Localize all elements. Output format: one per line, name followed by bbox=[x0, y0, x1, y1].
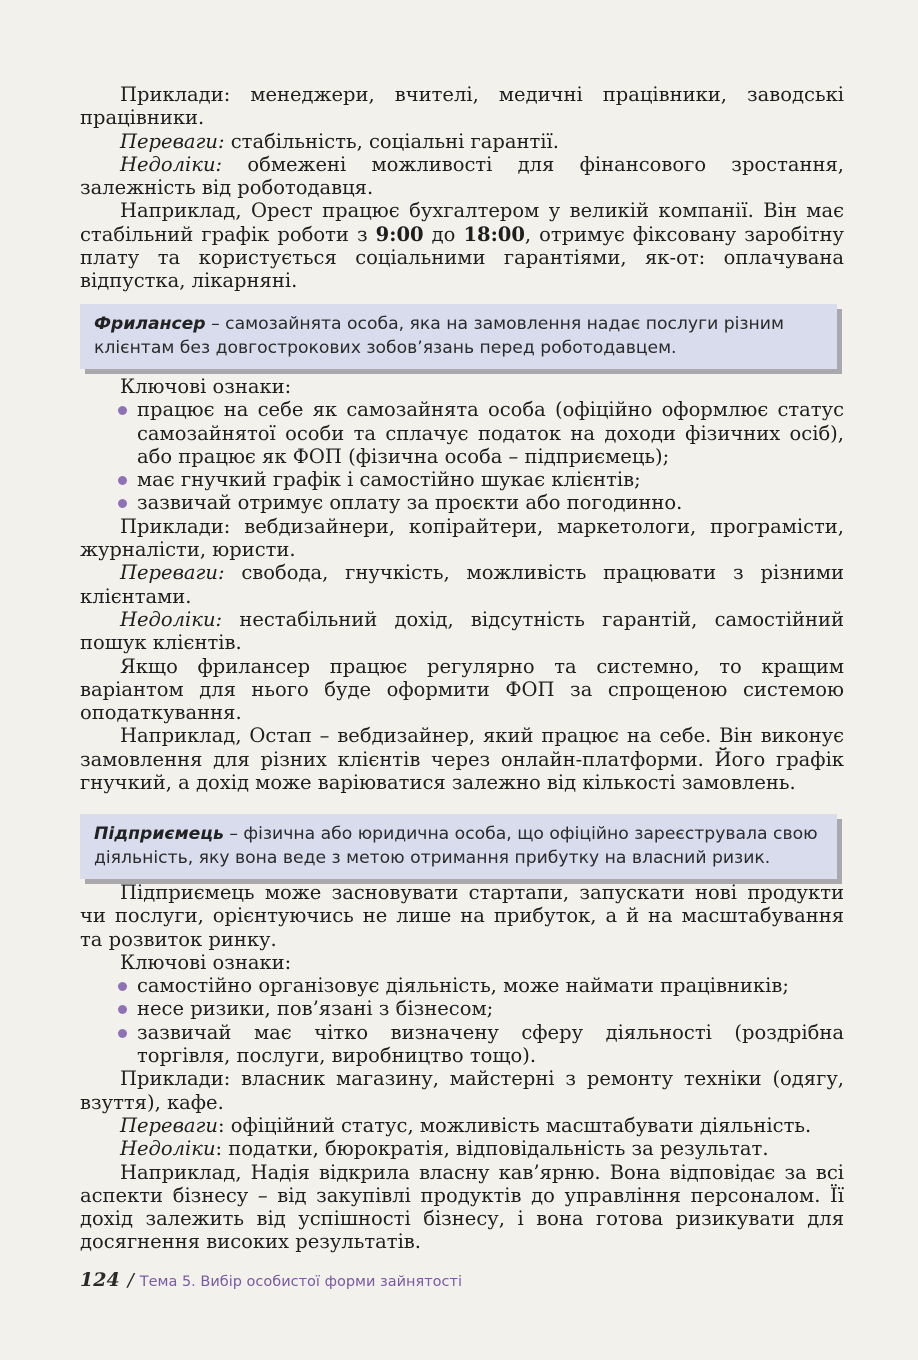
pros-text: свобода, гнучкість, можливість працювати з різними клієнтами. bbox=[80, 561, 844, 608]
entrepreneur-pros bbox=[80, 1114, 844, 1137]
time-to: 18:00 bbox=[463, 222, 525, 246]
list-item bbox=[80, 398, 844, 468]
cons-text: обмежені можливості для фінансового зростання, залежність від роботодавця. bbox=[80, 152, 844, 200]
time-from: 9:00 bbox=[375, 222, 424, 246]
list-item bbox=[80, 468, 844, 491]
features-label: Ключові ознаки: bbox=[120, 950, 292, 974]
entrepreneur-cons bbox=[80, 1137, 844, 1160]
freelancer-section bbox=[80, 375, 844, 794]
definition-box-freelancer bbox=[80, 304, 837, 369]
cons-text: нестабільний дохід, відсутність гарантій, самостійний пошук клієнтів. bbox=[80, 607, 844, 655]
employee-cons bbox=[80, 153, 844, 200]
definition-term: Фрилансер bbox=[94, 314, 206, 334]
definition-box-entrepreneur bbox=[80, 814, 837, 879]
list-item bbox=[80, 1021, 844, 1068]
example-part: Наприклад, Орест працює бухгалтером у великій компанії. Він має стабільний графік роботи з bbox=[80, 199, 844, 246]
pros-label: Переваги: bbox=[120, 561, 225, 585]
bullet-icon bbox=[118, 406, 127, 415]
footer-separator: / bbox=[127, 1270, 134, 1291]
employee-section bbox=[80, 83, 844, 293]
list-item-text: зазвичай має чітко визначену сферу діяльності (роздрібна торгівля, послуги, виробництво тощо). bbox=[137, 1020, 844, 1068]
list-item-text: має гнучкий графік і самостійно шукає клієнтів; bbox=[137, 468, 641, 492]
footer-topic: Тема 5. Вибір особистої форми зайнятості bbox=[139, 1274, 462, 1290]
bullet-icon bbox=[118, 476, 127, 485]
definition-text: – фізична або юридична особа, що офіційно зареєструвала свою діяльність, яку вона веде з метою отримання прибутку на власний ризик. bbox=[94, 824, 818, 868]
bullet-icon bbox=[118, 1005, 127, 1014]
page-footer bbox=[80, 1269, 462, 1291]
bullet-icon bbox=[118, 1029, 127, 1038]
bullet-icon bbox=[118, 499, 127, 508]
list-item bbox=[80, 491, 844, 514]
list-item bbox=[80, 974, 844, 997]
pros-label: Переваги: bbox=[120, 129, 225, 153]
employee-example bbox=[80, 199, 844, 292]
employee-pros bbox=[80, 130, 844, 153]
freelancer-example: Наприклад, Остап – вебдизайнер, який працює на себе. Він виконує замовлення для різних клієнтів через онлайн-платформи. Його графік гнучкий, а дохід може варіюватися залежно від кількості замовлень. bbox=[80, 724, 844, 795]
definition-term: Підприємець bbox=[94, 824, 224, 844]
features-label: Ключові ознаки: bbox=[120, 375, 292, 398]
list-item-text: працює на себе як самозайнята особа (офіційно оформлює статус самозайнятої особи та сплачує податок на доходи фізичних осіб), або працює як ФОП (фізична особа – підприємець); bbox=[137, 398, 844, 468]
employee-examples: Приклади: менеджери, вчителі, медичні працівники, заводські працівники. bbox=[80, 83, 844, 130]
entrepreneur-section bbox=[80, 881, 844, 1254]
pros-label: Переваги bbox=[120, 1113, 218, 1137]
entrepreneur-example: Наприклад, Надія відкрила власну кав’ярню. Вона відповідає за всі аспекти бізнесу – від закупівлі продуктів до управління персоналом. Її дохід залежить від успішності бізнесу, і вона готова ризикувати для досягнення високих результатів. bbox=[80, 1160, 844, 1254]
page-number: 124 bbox=[80, 1269, 120, 1291]
cons-text: : податки, бюрократія, відповідальність за результат. bbox=[215, 1137, 769, 1161]
pros-text: : офіційний статус, можливість масштабувати діяльність. bbox=[217, 1113, 812, 1137]
freelancer-pros bbox=[80, 561, 844, 608]
cons-label: Недоліки: bbox=[120, 607, 223, 631]
cons-label: Недоліки bbox=[120, 1137, 216, 1161]
example-part: до bbox=[423, 222, 464, 246]
example-part: , отримує фіксовану заробітну плату та користується соціальними гарантіями, як-от: оплачувана відпустка, лікарняні. bbox=[80, 222, 844, 293]
entrepreneur-examples: Приклади: власник магазину, майстерні з ремонту техніки (одягу, взуття), кафе. bbox=[80, 1067, 844, 1114]
features-list bbox=[80, 974, 844, 1067]
freelancer-cons bbox=[80, 608, 844, 655]
list-item-text: несе ризики, пов’язані з бізнесом; bbox=[137, 997, 494, 1021]
list-item-text: зазвичай отримує оплату за проєкти або погодинно. bbox=[137, 491, 683, 515]
entrepreneur-intro: Підприємець може засновувати стартапи, запускати нові продукти чи послуги, орієнтуючись не лише на прибуток, а й на масштабування та розвиток ринку. bbox=[80, 881, 844, 951]
freelancer-examples: Приклади: вебдизайнери, копірайтери, маркетологи, програмісти, журналісти, юристи. bbox=[80, 514, 844, 562]
features-list bbox=[80, 398, 844, 514]
bullet-icon bbox=[118, 982, 127, 991]
list-item-text: самостійно організовує діяльність, може наймати працівників; bbox=[137, 974, 789, 998]
cons-label: Недоліки: bbox=[120, 152, 223, 176]
list-item bbox=[80, 997, 844, 1020]
pros-text: стабільність, соціальні гарантії. bbox=[224, 129, 559, 153]
definition-text: – самозайнята особа, яка на замовлення надає послуги різним клієнтам без довгострокових зобов’язань перед роботодавцем. bbox=[94, 314, 784, 358]
freelancer-note: Якщо фрилансер працює регулярно та системно, то кращим варіантом для нього буде оформити ФОП за спрощеною системою оподаткування. bbox=[80, 654, 844, 725]
